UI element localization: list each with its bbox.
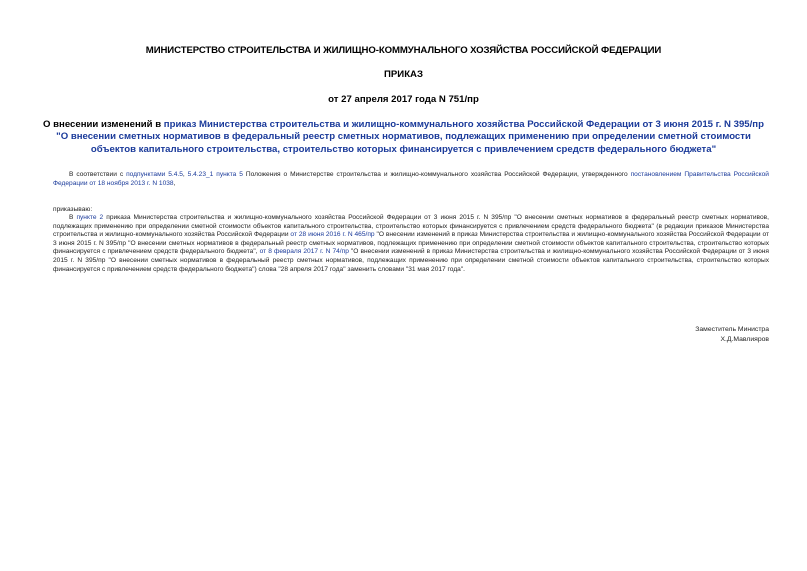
main-link-order-465[interactable]: от 28 июня 2016 г. N 465/пр (290, 231, 375, 239)
main-text-4: "О внесении изменений в приказ Министерства строительства и жилищно-коммунального хозяйства Российской Федерации от 3 июня 2015 г. N 395/пр "О внесении сметных нормативов в федеральный реестр сметных нормативов, подлежащих применению при определении сметной стоимости объектов капитального строительства, строительство которых финансируется с привлечением средств федерального бюджета") слова "28 апреля 2017 года" заменить словами "31 мая 2017 года". (53, 248, 769, 273)
document-title (38, 119, 769, 156)
ministry-heading: МИНИСТЕРСТВО СТРОИТЕЛЬСТВА И ЖИЛИЩНО-КОММУНАЛЬНОГО ХОЗЯЙСТВА РОССИЙСКОЙ ФЕДЕРАЦИИ (145, 45, 662, 56)
basis-text-4: , (173, 179, 176, 187)
main-text-2: приказа Министерства строительства и жилищно-коммунального хозяйства Российской Федерации от 3 июня 2015 г. N 395/пр "О внесении сметных нормативов в федеральный реестр сметных нормативов, подлежащих применению при определении сметной стоимости объектов капитального строительства, строительство которых финансируется с привлечением средств федерального бюджета" (в редакции приказов Министерства строительства и жилищно-коммунального хозяйства Российской Федерации (53, 214, 769, 239)
main-link-clause-2[interactable]: пункте 2 (76, 214, 104, 221)
document-type-heading: ПРИКАЗ (384, 69, 423, 80)
orders-word: приказываю: (53, 206, 93, 213)
title-prefix: О внесении изменений в (43, 119, 164, 130)
basis-text-1: В соответствии с (69, 171, 127, 178)
basis-link-clause-5[interactable]: 5.4.23_1 пункта 5 (187, 171, 243, 178)
main-provision-paragraph (53, 214, 769, 274)
main-text-3: "О внесении изменений в приказ Министерства строительства и жилищно-коммунального хозяйства Российской Федерации от 3 июня 2015 г. N 395/пр "О внесении сметных нормативов в федеральный реестр сметных нормативов, подлежащих применению при определении сметной стоимости объектов капитального строительства, строительство которых финансируется с привлечением средств федерального бюджета", (53, 231, 769, 256)
signatory-position: Заместитель Министра (695, 326, 769, 333)
basis-text-3: Положения о Министерстве строительства и жилищно-коммунального хозяйства Российской Федерации, утвержденного (242, 171, 631, 178)
document-date-number: от 27 апреля 2017 года N 751/пр (328, 94, 479, 105)
main-link-order-74[interactable]: от 8 февраля 2017 г. N 74/пр (259, 248, 349, 256)
basis-link-government-decree[interactable]: постановлением Правительства Российской Федерации от 18 ноября 2013 г. N 1038 (53, 171, 769, 187)
title-amended-order-link[interactable]: приказ Министерства строительства и жилищно-коммунального хозяйства Российской Федерации от 3 июня 2015 г. N 395/пр "О внесении сметных нормативов в федеральный реестр сметных нормативов, подлежащих применению при определении сметной стоимости объектов капитального строительства, строительство которых финансируется с привлечением средств федерального бюджета" (56, 119, 764, 155)
basis-link-subclauses[interactable]: подпунктами 5.4.5 (126, 171, 183, 178)
signatory-name: Х.Д.Мавлияров (720, 335, 769, 343)
legal-basis-paragraph (53, 171, 769, 188)
main-text-1: В (69, 214, 77, 221)
signature-block (695, 325, 769, 344)
basis-text-2: , (182, 171, 188, 178)
